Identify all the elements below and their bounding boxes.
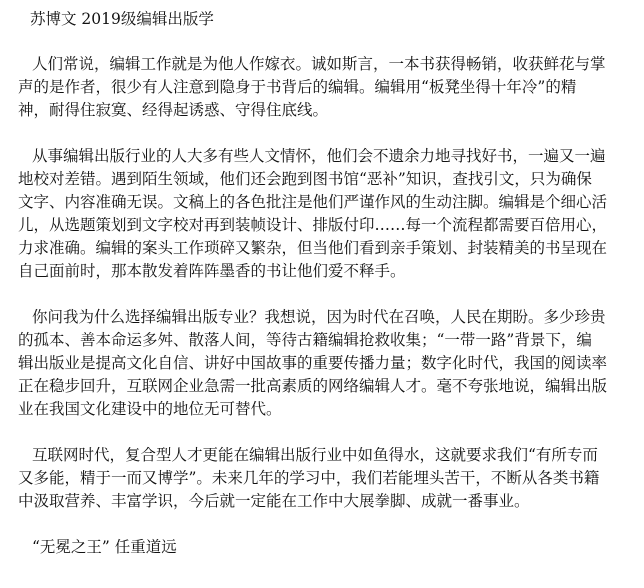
text-line: 神，耐得住寂寞、经得起诱惑、守得住底线。 (18, 101, 329, 119)
text-line: 又多能，精于一而又博学”。未来几年的学习中，我们若能埋头苦干，不断从各类书籍 (18, 469, 600, 487)
text-line: 中汲取营养、丰富学识，今后就一定能在工作中大展拳脚、成就一番事业。 (18, 492, 530, 510)
spacer (18, 421, 630, 444)
spacer (18, 513, 630, 536)
paragraph-1 (18, 53, 630, 122)
text-line: 儿，从选题策划到文字校对再到装帧设计、排版付印……每一个流程都需要百倍用心， (18, 216, 608, 234)
text-line: 从事编辑出版行业的人大多有些人文情怀，他们会不遗余力地寻找好书，一遍又一遍 (32, 147, 606, 165)
text-line: 地校对差错。遇到陌生领域，他们还会跑到图书馆“恶补”知识，查找引文，只为确保 (18, 170, 592, 188)
paragraph-2 (18, 145, 630, 283)
document (18, 8, 630, 559)
text-line: 正在稳步回升，互联网企业急需一批高素质的网络编辑人才。毫不夸张地说，编辑出版 (18, 377, 608, 395)
text-line: 人们常说，编辑工作就是为他人作嫁衣。诚如斯言，一本书获得畅销，收获鲜花与掌 (32, 55, 606, 73)
author-line: 苏博文 2019级编辑出版学 (30, 10, 214, 28)
text-line: 业在我国文化建设中的地位无可替代。 (18, 400, 282, 418)
text-line: 自己面前时，那本散发着阵阵墨香的书让他们爱不释手。 (18, 262, 406, 280)
closing-title: “无冕之王” 任重道远 (32, 538, 177, 556)
spacer (18, 122, 630, 145)
text-line: 文字、内容准确无误。文稿上的各色批注是他们严谨作风的生动注脚。编辑是个细心活 (18, 193, 608, 211)
paragraph-3 (18, 306, 630, 421)
text-line: 你问我为什么选择编辑出版专业？我想说，因为时代在召唤，人民在期盼。多少珍贵 (32, 308, 606, 326)
text-line: 力求准确。编辑的案头工作琐碎又繁杂，但当他们看到亲手策划、封装精美的书呈现在 (18, 239, 608, 257)
text-line: 声的是作者，很少有人注意到隐身于书背后的编辑。编辑用“板凳坐得十年冷”的精 (18, 78, 577, 96)
spacer (18, 283, 630, 306)
text-line: 辑出版业是提高文化自信、讲好中国故事的重要传播力量；数字化时代，我国的阅读率 (18, 354, 608, 372)
spacer (18, 30, 630, 53)
paragraph-4 (18, 444, 630, 513)
text-line: 的孤本、善本命运多舛、散落人间，等待古籍编辑抢救收集；“一带一路”背景下，编 (18, 331, 592, 349)
text-line: 互联网时代，复合型人才更能在编辑出版行业中如鱼得水，这就要求我们“有所专而 (32, 446, 598, 464)
